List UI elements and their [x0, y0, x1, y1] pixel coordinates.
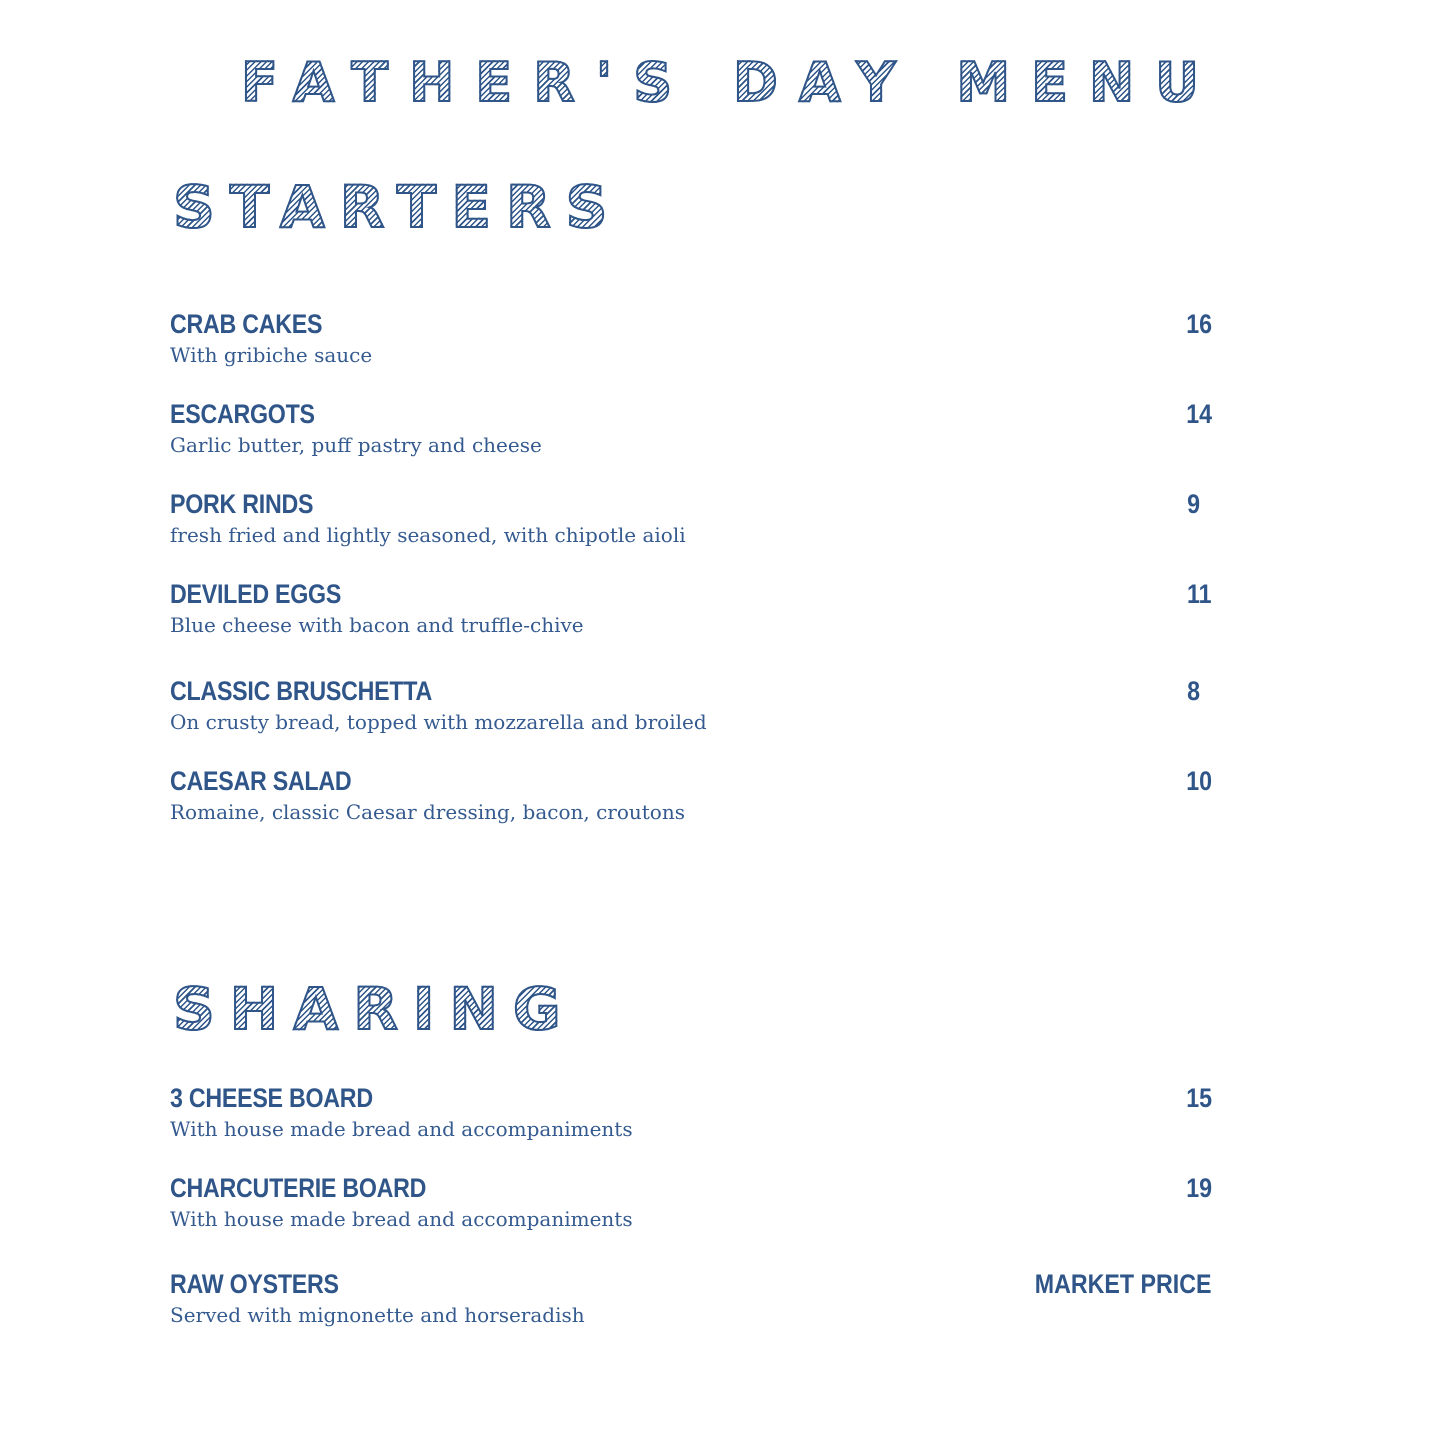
menu-item-pork-rinds: [170, 488, 1212, 550]
item-name: ESCARGOTS: [170, 399, 315, 429]
section-title-sharing: SHARING: [173, 975, 576, 1043]
item-description: Blue cheese with bacon and truffle-chive: [170, 613, 584, 637]
menu-item-charcuterie-board: [170, 1172, 1212, 1234]
menu-item-caesar-salad: [170, 765, 1212, 827]
menu-item-classic-bruschetta: [170, 675, 1212, 737]
menu-title: FATHER'S DAY MENU: [0, 50, 1440, 116]
item-name: RAW OYSTERS: [170, 1269, 339, 1299]
item-description: fresh fried and lightly seasoned, with chipotle aioli: [170, 523, 686, 547]
item-description: On crusty bread, topped with mozzarella and broiled: [170, 710, 707, 734]
item-description: With gribiche sauce: [170, 343, 373, 367]
menu-item-deviled-eggs: [170, 578, 1212, 640]
item-price: 19: [1186, 1173, 1212, 1203]
item-name: DEVILED EGGS: [170, 579, 342, 609]
item-description: With house made bread and accompaniments: [170, 1207, 633, 1231]
item-description: Served with mignonette and horseradish: [170, 1303, 585, 1327]
menu-item-crab-cakes: [170, 308, 1212, 370]
section-title-starters: STARTERS: [173, 173, 623, 241]
item-name: 3 CHEESE BOARD: [170, 1083, 373, 1113]
item-price: 11: [1187, 579, 1212, 609]
item-name: CRAB CAKES: [170, 309, 323, 339]
item-description: Garlic butter, puff pastry and cheese: [170, 433, 542, 457]
item-name: PORK RINDS: [170, 489, 314, 519]
item-name: CAESAR SALAD: [170, 766, 352, 796]
item-name: CLASSIC BRUSCHETTA: [170, 676, 432, 706]
item-price: 8: [1187, 676, 1200, 706]
item-price: 14: [1186, 399, 1212, 429]
item-price: 16: [1186, 309, 1212, 339]
menu-item-3-cheese-board: [170, 1082, 1212, 1144]
item-description: Romaine, classic Caesar dressing, bacon, croutons: [170, 800, 685, 824]
menu-item-raw-oysters: [170, 1268, 1212, 1330]
item-price: 9: [1187, 489, 1200, 519]
menu-item-escargots: [170, 398, 1212, 460]
item-name: CHARCUTERIE BOARD: [170, 1173, 427, 1203]
item-price: 15: [1186, 1083, 1212, 1113]
item-price: 10: [1186, 766, 1212, 796]
item-description: With house made bread and accompaniments: [170, 1117, 633, 1141]
item-price: MARKET PRICE: [1035, 1269, 1212, 1299]
